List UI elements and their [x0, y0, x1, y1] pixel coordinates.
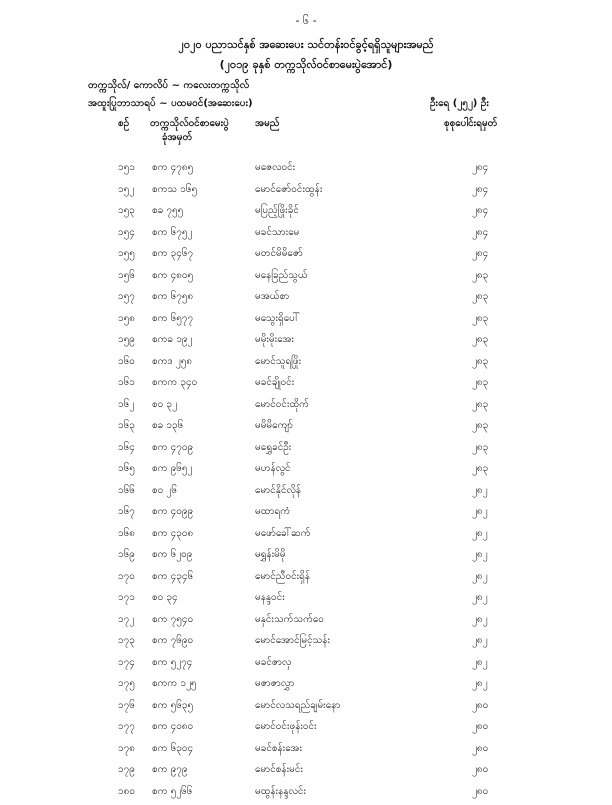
total-marks: ၂၈၃ — [472, 311, 488, 326]
student-name: မပြည့်ဖြိုးခိုင် — [255, 203, 299, 218]
table-row — [0, 590, 612, 612]
table-row — [0, 440, 612, 462]
column-header-roll-sub: ခုံအမှတ် — [162, 130, 192, 145]
row-number: ၁၆၉ — [118, 547, 135, 562]
category-line: အထူးပြုဘာသာရပ် ~ ပထမဝင်(အဆေးပေး) — [88, 96, 253, 111]
table-row — [0, 418, 612, 440]
total-marks: ၂၈၂ — [472, 633, 488, 648]
roll-number: စက ၃၄၆၇ — [152, 246, 193, 261]
student-name: မရွှေခင်ဦး — [255, 440, 291, 455]
table-row — [0, 633, 612, 655]
total-marks: ၂၈၀ — [472, 741, 488, 756]
roll-number: စဝ ၃၄ — [152, 590, 178, 605]
roll-number: စက ၄၀၈၀ — [152, 719, 193, 734]
total-marks: ၂၈၂ — [472, 676, 488, 691]
table-row — [0, 483, 612, 505]
row-number: ၁၆၈ — [118, 526, 135, 541]
student-name: မမိမိကျော် — [255, 418, 293, 433]
row-number: ၁၇၇ — [118, 719, 135, 734]
row-number: ၁၅၈ — [118, 311, 135, 326]
row-number: ၁၅၇ — [118, 289, 135, 304]
roll-number: စက ၄၇၈၅ — [152, 160, 193, 175]
table-row — [0, 741, 612, 763]
row-number: ၁၈၀ — [118, 784, 135, 799]
total-marks: ၂၈၄ — [472, 160, 488, 175]
roll-number: စက ၉၆၅၂ — [152, 461, 192, 476]
total-marks: ၂၈၄ — [472, 246, 488, 261]
roll-number: စက ၉၇၉ — [152, 762, 187, 777]
row-number: ၁၇၉ — [118, 762, 135, 777]
table-row — [0, 160, 612, 182]
roll-number: စက ၆၇၅၂ — [152, 225, 192, 240]
table-row — [0, 354, 612, 376]
table-row — [0, 311, 612, 333]
table-row — [0, 182, 612, 204]
roll-number: စက ၅၆၃၅ — [152, 698, 193, 713]
document-subtitle: (၂၀၁၉ ခုနှစ် တက္ကသိုလ်ဝင်စာမေးပွဲအောင်) — [0, 58, 612, 74]
student-name: မနေခြည်သွယ် — [255, 268, 308, 283]
roll-number: စခ ၁၃၆ — [152, 418, 183, 433]
student-name: မဟန်လွင် — [255, 461, 291, 476]
roll-number: စက ၇၅၄၀ — [152, 612, 193, 627]
row-number: ၁၅၃ — [118, 203, 135, 218]
column-header-name: အမည် — [255, 116, 280, 131]
results-table — [0, 160, 612, 805]
row-number: ၁၇၀ — [118, 569, 135, 584]
student-name: မမိုးမိုးအေး — [255, 332, 294, 347]
row-number: ၁၆၂ — [118, 397, 134, 412]
table-row — [0, 332, 612, 354]
roll-number: စက ၅၂၆၆ — [152, 784, 192, 799]
student-name: မသွေးရှိပေါ် — [255, 311, 299, 326]
student-name: မောင်သူရဖြိုး — [255, 354, 301, 369]
roll-number: စကဒ ၂၅၈ — [152, 354, 192, 369]
roll-number: စက ၇၆၉၀ — [152, 633, 193, 648]
total-marks: ၂၈၂ — [472, 590, 488, 605]
row-number: ၁၆၆ — [118, 483, 135, 498]
total-marks: ၂၈၃ — [472, 289, 488, 304]
student-name: မဇာဇာလွှာ — [255, 676, 294, 691]
total-marks: ၂၈၃ — [472, 440, 488, 455]
total-marks: ၂၈၀ — [472, 784, 488, 799]
roll-number: စကက ၁၂၅ — [152, 676, 197, 691]
row-number: ၁၅၅ — [118, 246, 135, 261]
table-row — [0, 784, 612, 805]
table-row — [0, 203, 612, 225]
roll-number: စဝ ၃၂ — [152, 397, 177, 412]
total-marks: ၂၈၃ — [472, 418, 488, 433]
roll-number: စက ၄၃၀၈ — [152, 526, 193, 541]
university-line: တက္ကသိုလ်/ ကောလိပ် ~ ကလေးတက္ကသိုလ် — [88, 78, 249, 93]
student-name: မခင်သားမေ — [255, 225, 299, 240]
total-marks: ၂၈၀ — [472, 698, 488, 713]
total-marks: ၂၈၂ — [472, 504, 488, 519]
row-number: ၁၇၈ — [118, 741, 135, 756]
total-marks: ၂၈၂ — [472, 547, 488, 562]
student-name: မနန္ဒဝင်း — [255, 590, 285, 605]
total-marks: ၂၈၄ — [472, 225, 488, 240]
table-row — [0, 762, 612, 784]
row-number: ၁၆၁ — [118, 375, 135, 390]
student-name: မခင်စန်းအေး — [255, 741, 302, 756]
total-marks: ၂၈၂ — [472, 655, 488, 670]
table-row — [0, 547, 612, 569]
column-header-marks: စုစုပေါင်းရမှတ် — [444, 116, 497, 131]
total-marks: ၂၈၀ — [472, 719, 488, 734]
student-name: မနှင်းသက်သက်ဝေ — [255, 612, 324, 627]
row-number: ၁၅၄ — [118, 225, 135, 240]
total-count: ဦးရေ (၂၅၂) ဦး — [430, 96, 489, 111]
student-name: မောင်ဇော်ဝင်းထွန်း — [255, 182, 322, 197]
row-number: ၁၇၄ — [118, 655, 135, 670]
total-marks: ၂၈၃ — [472, 461, 488, 476]
roll-number: စက ၄၀၉၉ — [152, 504, 193, 519]
roll-number: စက ၆၃၀၄ — [152, 741, 193, 756]
roll-number: စက ၄၇၀၉ — [152, 440, 193, 455]
student-name: မဖော်ခေါ်ဆက် — [255, 526, 311, 541]
table-row — [0, 526, 612, 548]
table-row — [0, 397, 612, 419]
row-number: ၁၇၂ — [118, 612, 134, 627]
total-marks: ၂၈၃ — [472, 268, 488, 283]
student-name: မဇေလဝင်း — [255, 160, 295, 175]
roll-number: စက ၄၈၀၅ — [152, 268, 193, 283]
student-name: မောင်စန်းမင်း — [255, 762, 303, 777]
row-number: ၁၅၉ — [118, 332, 135, 347]
table-row — [0, 612, 612, 634]
table-row — [0, 268, 612, 290]
student-name: မောင်ဝင်းဖုန်းဝင်း — [255, 719, 317, 734]
student-name: မထာရကံ — [255, 504, 290, 519]
total-marks: ၂၈၄ — [472, 203, 488, 218]
student-name: မောင်လသရည်ချမ်းနော — [255, 698, 340, 713]
table-row — [0, 676, 612, 698]
student-name: မတင်မိမိဇော် — [255, 246, 303, 261]
table-row — [0, 461, 612, 483]
table-row — [0, 719, 612, 741]
table-row — [0, 246, 612, 268]
row-number: ၁၇၁ — [118, 590, 135, 605]
column-header-roll: တက္ကသိုလ်ဝင်စာမေးပွဲ — [150, 116, 229, 131]
page-number: - ၆ - — [0, 14, 612, 30]
row-number: ၁၇၅ — [118, 676, 135, 691]
roll-number: စကခ ၁၉၂ — [152, 332, 192, 347]
roll-number: စခ ၇၅၅ — [152, 203, 183, 218]
total-marks: ၂၈၂ — [472, 612, 488, 627]
total-marks: ၂၈၃ — [472, 332, 488, 347]
row-number: ၁၇၆ — [118, 698, 135, 713]
roll-number: စက ၄၃၄၆ — [152, 569, 193, 584]
total-marks: ၂၈၂ — [472, 526, 488, 541]
table-row — [0, 225, 612, 247]
table-row — [0, 655, 612, 677]
row-number: ၁၆၇ — [118, 504, 135, 519]
roll-number: စကသ ၁၆၅ — [152, 182, 197, 197]
row-number: ၁၅၆ — [118, 268, 135, 283]
student-name: မောင်ဝင်းထိုက် — [255, 397, 309, 412]
row-number: ၁၅၂ — [118, 182, 134, 197]
row-number: ၁၆၀ — [118, 354, 135, 369]
student-name: မခင်ချိုဝင်း — [255, 375, 294, 390]
row-number: ၁၇၃ — [118, 633, 135, 648]
total-marks: ၂၈၀ — [472, 762, 488, 777]
roll-number: စဝ ၂၆ — [152, 483, 177, 498]
table-row — [0, 698, 612, 720]
document-title: ၂၀၂၀ ပညာသင်နှစ် အဆေးပေး သင်တန်းဝင်ခွင့်ရရှိသူများအမည် — [0, 38, 612, 54]
table-row — [0, 569, 612, 591]
column-header-no: စဉ် — [118, 116, 129, 131]
student-name: မခင်ဇာလှ — [255, 655, 291, 670]
roll-number: စကက ၃၄၀ — [152, 375, 197, 390]
student-name: မောင်ညီဝင်းရှိန် — [255, 569, 310, 584]
total-marks: ၂၈၄ — [472, 182, 488, 197]
student-name: မအယ်စာ — [255, 289, 289, 304]
student-name: မထွန်းနန္ဒလင်း — [255, 784, 306, 799]
student-name: မရွှန်းမိမို — [255, 547, 286, 562]
roll-number: စက ၆၂၀၉ — [152, 547, 192, 562]
roll-number: စက ၆၅၇၇ — [152, 311, 193, 326]
student-name: မောင်နိုင်လိုန် — [255, 483, 301, 498]
row-number: ၁၆၅ — [118, 461, 135, 476]
table-row — [0, 375, 612, 397]
table-row — [0, 504, 612, 526]
roll-number: စက ၅၂၇၄ — [152, 655, 192, 670]
row-number: ၁၅၁ — [118, 160, 135, 175]
roll-number: စက ၆၇၅၈ — [152, 289, 193, 304]
total-marks: ၂၈၃ — [472, 375, 488, 390]
total-marks: ၂၈၂ — [472, 569, 488, 584]
student-name: မောင်အောင်မြင့်သန်း — [255, 633, 330, 648]
total-marks: ၂၈၂ — [472, 483, 488, 498]
table-row — [0, 289, 612, 311]
total-marks: ၂၈၃ — [472, 397, 488, 412]
row-number: ၁၆၃ — [118, 418, 135, 433]
row-number: ၁၆၄ — [118, 440, 135, 455]
total-marks: ၂၈၃ — [472, 354, 488, 369]
